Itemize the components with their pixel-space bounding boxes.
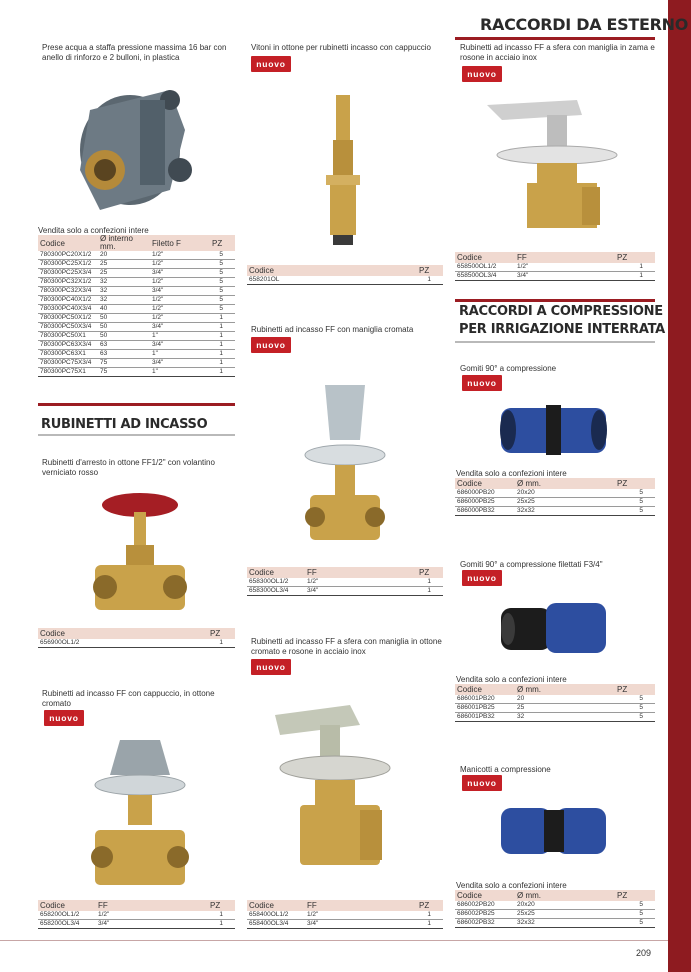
table-row: [38, 359, 235, 368]
table-cell: 5: [615, 489, 655, 498]
table-row: [38, 341, 235, 350]
table-row: [455, 272, 655, 281]
table-cell: 1: [210, 323, 235, 332]
table-cell: 780300PC75X3/4: [38, 359, 98, 368]
table-row: [38, 332, 235, 341]
table-cell: 1: [417, 587, 443, 596]
table-cell: 1/2": [150, 251, 210, 260]
table-row: [38, 920, 235, 929]
table-vitoni: Codice PZ 658201OL 1: [247, 265, 443, 285]
heading-rubinetti-incasso: RUBINETTI AD INCASSO: [41, 417, 208, 432]
table-cell: 780300PC75X1: [38, 368, 98, 377]
heading-compressione-line2: PER IRRIGAZIONE INTERRATA: [459, 322, 665, 337]
heading-rule: [455, 37, 655, 40]
table-cell: 3/4": [305, 587, 417, 596]
table-cell: 32x32: [515, 507, 615, 516]
red-handwheel-valve-image: [90, 490, 190, 620]
table-row: [38, 260, 235, 269]
table-row: [247, 911, 443, 920]
table-cell: 5: [210, 251, 235, 260]
table-row: [38, 278, 235, 287]
table-cell: 32x32: [515, 919, 615, 928]
table-cell: 3/4": [150, 287, 210, 296]
table-row: [247, 578, 443, 587]
table-cell: 5: [615, 713, 655, 722]
coupling-fitting-image: [496, 800, 611, 860]
table-row: [455, 498, 655, 507]
table-row: [38, 350, 235, 359]
table-cell: 780300PC40X3/4: [38, 305, 98, 314]
table-cell: 658200OL3/4: [38, 920, 96, 929]
caption-vitoni: Vitoni in ottone per rubinetti incasso con cappuccio: [251, 43, 431, 52]
table-row: [455, 910, 655, 919]
table-cell: 686002PB32: [455, 919, 515, 928]
nuovo-badge: nuovo: [462, 66, 502, 82]
table-cell: 1: [417, 911, 443, 920]
table-row: [455, 507, 655, 516]
table-cappuccio: Codice FF PZ 658200OL1/2 1/2" 1 658200OL3/4 3/4" 1: [38, 900, 235, 929]
ball-valve-ottone-image: [270, 700, 400, 880]
table-cell: 5: [615, 704, 655, 713]
saddle-clamp-image: [60, 70, 200, 220]
caption-gomiti-filettati: Gomiti 90° a compressione filettati F3/4": [460, 560, 603, 569]
table-cell: 5: [210, 296, 235, 305]
heading-compressione-line1: RACCORDI A COMPRESSIONE: [459, 304, 663, 319]
table-cell: 780300PC25X1/2: [38, 260, 98, 269]
table-cell: 32: [98, 278, 150, 287]
table-cell: 1/2": [305, 911, 417, 920]
table-cell: 780300PC40X1/2: [38, 296, 98, 305]
table-cell: 1: [208, 639, 235, 648]
table-cell: 686001PB20: [455, 695, 515, 704]
table-cell: 780300PC63X1: [38, 350, 98, 359]
table-cell: 1: [210, 350, 235, 359]
heading-rule: [455, 299, 655, 302]
nuovo-badge: nuovo: [251, 337, 291, 353]
table-cell: 1/2": [515, 263, 615, 272]
table-cell: 5: [210, 278, 235, 287]
table-cell: 25: [98, 260, 150, 269]
table-cell: 5: [615, 910, 655, 919]
page-edge-bar: [668, 0, 691, 972]
table-row: [38, 305, 235, 314]
footer-divider: [0, 940, 668, 941]
ball-valve-zama-image: [482, 95, 622, 245]
table-cell: 1/2": [305, 578, 417, 587]
table-cell: 686001PB25: [455, 704, 515, 713]
table-row: [455, 919, 655, 928]
nuovo-badge: nuovo: [251, 659, 291, 675]
table-cell: 75: [98, 368, 150, 377]
nuovo-badge: nuovo: [462, 570, 502, 586]
table-row: [38, 368, 235, 377]
table-cell: 658201OL: [247, 276, 417, 285]
table-cell: 50: [98, 314, 150, 323]
table-cell: 780300PC32X1/2: [38, 278, 98, 287]
heading-rule: [455, 341, 655, 343]
table-cell: 5: [615, 507, 655, 516]
heading-rule: [38, 434, 235, 436]
table-row: [38, 314, 235, 323]
nuovo-badge: nuovo: [462, 375, 502, 391]
table-row: [38, 639, 235, 648]
table-row: [455, 901, 655, 910]
table-cell: 686002PB25: [455, 910, 515, 919]
table-cell: 658300OL3/4: [247, 587, 305, 596]
table-row: [455, 263, 655, 272]
table-cell: 1/2": [150, 278, 210, 287]
table-row: [38, 323, 235, 332]
table-row: [38, 251, 235, 260]
sale-note: Vendita solo a confezioni intere: [456, 675, 567, 684]
table-cell: 780300PC20X1/2: [38, 251, 98, 260]
table-gomiti: Codice Ø mm. PZ 686000PB20 20x20 5 686000PB25 25x25 5 686000PB32 32x32 5: [455, 478, 655, 516]
table-cell: 5: [615, 498, 655, 507]
table-gomiti-filettati: Codice Ø mm. PZ 686001PB20 20 5 686001PB25 25 5 686001PB32 32 5: [455, 684, 655, 722]
table-cell: 780300PC32X3/4: [38, 287, 98, 296]
table-row: [455, 489, 655, 498]
table-cell: 658300OL1/2: [247, 578, 305, 587]
table-cell: 658400OL1/2: [247, 911, 305, 920]
caption-sfera-zama: Rubinetti ad incasso FF a sfera con maniglia in zama e rosone in acciaio inox: [460, 43, 655, 62]
nuovo-badge: nuovo: [462, 775, 502, 791]
threaded-elbow-image: [496, 598, 611, 658]
sale-note: Vendita solo a confezioni intere: [456, 881, 567, 890]
nuovo-badge: nuovo: [44, 710, 84, 726]
table-cell: 1": [150, 350, 210, 359]
table-row: [38, 287, 235, 296]
table-cell: 658400OL3/4: [247, 920, 305, 929]
table-cell: 1: [210, 359, 235, 368]
table-cell: 780300PC50X3/4: [38, 323, 98, 332]
table-manicotti: Codice Ø mm. PZ 686002PB20 20x20 5 686002PB25 25x25 5 686002PB32 32x32 5: [455, 890, 655, 928]
table-cell: 1": [150, 332, 210, 341]
table-cell: 1: [210, 341, 235, 350]
table-cell: 25x25: [515, 910, 615, 919]
table-cell: 1: [417, 578, 443, 587]
table-maniglia-cromata: Codice FF PZ 658300OL1/2 1/2" 1 658300OL3/4 3/4" 1: [247, 567, 443, 596]
table-cell: 686000PB25: [455, 498, 515, 507]
page-number: 209: [636, 948, 652, 958]
elbow-fitting-image: [496, 400, 611, 460]
caption-gomiti: Gomiti 90° a compressione: [460, 364, 557, 373]
table-cell: 25: [515, 704, 615, 713]
table-row: [38, 296, 235, 305]
table-cell: 1: [210, 332, 235, 341]
caption-sfera-ottone: Rubinetti ad incasso FF a sfera con maniglia in ottone cromato e rosone in acciaio inox: [251, 637, 442, 656]
table-sfera-zama: Codice FF PZ 658500OL1/2 1/2" 1 658500OL3/4 3/4" 1: [455, 252, 655, 281]
table-cell: 780300PC50X1/2: [38, 314, 98, 323]
table-cell: 3/4": [96, 920, 208, 929]
table-cell: 3/4": [150, 341, 210, 350]
brass-stem-image: [318, 95, 368, 245]
heading-rule: [38, 403, 235, 406]
table-cell: 3/4": [305, 920, 417, 929]
heading-raccordi-esterno: RACCORDI DA ESTERNO: [480, 15, 689, 34]
table-cell: 20x20: [515, 489, 615, 498]
table-row: [38, 269, 235, 278]
table-cell: 75: [98, 359, 150, 368]
sale-note: Vendita solo a confezioni intere: [38, 226, 149, 235]
table-cell: 32: [98, 287, 150, 296]
table-cell: 5: [615, 695, 655, 704]
table-cell: 780300PC50X1: [38, 332, 98, 341]
table-cell: 50: [98, 323, 150, 332]
table-cell: 3/4": [150, 359, 210, 368]
table-cell: 686000PB32: [455, 507, 515, 516]
table-row: [455, 704, 655, 713]
table-cell: 5: [210, 269, 235, 278]
caption-manicotti: Manicotti a compressione: [460, 765, 551, 774]
table-cell: 1: [208, 911, 235, 920]
caption-prese: Prese acqua a staffa pressione massima 16 bar con anello di rinforzo e 2 bulloni, in plastica: [42, 43, 227, 62]
table-cell: 5: [615, 901, 655, 910]
table-cell: 63: [98, 350, 150, 359]
table-row: [247, 276, 443, 285]
table-cell: 25x25: [515, 498, 615, 507]
table-row: [455, 695, 655, 704]
table-sfera-ottone: Codice FF PZ 658400OL1/2 1/2" 1 658400OL3/4 3/4" 1: [247, 900, 443, 929]
table-cell: 780300PC63X3/4: [38, 341, 98, 350]
table-cell: 3/4": [150, 269, 210, 278]
table-cell: 3/4": [150, 323, 210, 332]
table-cell: 3/4": [515, 272, 615, 281]
table-cell: 1/2": [96, 911, 208, 920]
table-cell: 780300PC25X3/4: [38, 269, 98, 278]
caption-cappuccio: Rubinetti ad incasso FF con cappuccio, in ottone cromato: [42, 689, 215, 708]
table-cell: 32: [515, 713, 615, 722]
table-cell: 686000PB20: [455, 489, 515, 498]
table-cell: 1/2": [150, 314, 210, 323]
table-cell: 1/2": [150, 296, 210, 305]
sale-note: Vendita solo a confezioni intere: [456, 469, 567, 478]
table-cell: 1: [615, 263, 655, 272]
table-row: [247, 587, 443, 596]
table-cell: 1: [417, 920, 443, 929]
table-cell: 686002PB20: [455, 901, 515, 910]
table-row: [455, 713, 655, 722]
table-cell: 686001PB32: [455, 713, 515, 722]
table-cell: 658500OL3/4: [455, 272, 515, 281]
table-cell: 20x20: [515, 901, 615, 910]
table-cell: 658500OL1/2: [455, 263, 515, 272]
caption-maniglia-cromata: Rubinetti ad incasso FF con maniglia cromata: [251, 325, 414, 334]
table-cell: 1: [208, 920, 235, 929]
table-cell: 50: [98, 332, 150, 341]
table-cell: 20: [515, 695, 615, 704]
table-cell: 1/2": [150, 260, 210, 269]
table-row: [247, 920, 443, 929]
table-cell: 1: [210, 368, 235, 377]
table-row: [38, 911, 235, 920]
table-cell: 658200OL1/2: [38, 911, 96, 920]
table-cell: 5: [210, 287, 235, 296]
table-cell: 5: [210, 260, 235, 269]
nuovo-badge: nuovo: [251, 56, 291, 72]
chrome-handle-valve-image: [300, 380, 390, 550]
table-cell: 32: [98, 296, 150, 305]
table-cell: 5: [210, 305, 235, 314]
table-cell: 1: [417, 276, 443, 285]
table-cell: 63: [98, 341, 150, 350]
table-prese: Codice Ø interno mm. Filetto F PZ 780300PC20X1/2 20 1/2" 5 780300PC25X1/2 25 1/2" 5 780300PC25X3/4 25 3/4" 5 780300PC32X1/2 32 1/2" 5 780300PC32X3/4 32 3/4" 5 780300PC40X1/2 32 1/2" 5 780300PC40X3/4 40 1/2" 5 780300PC50X1/2 50 1/2" 1 780300PC50X3/4 50 3/4" 1 780300PC50X1 50 1" 1 780300PC63X3/4 63 3/4" 1 780300PC63X1 63 1" 1 780300PC75X3/4 75 3/4" 1 780300PC75X1 75 1" 1: [38, 235, 235, 377]
table-cell: 1: [210, 314, 235, 323]
table-cell: 5: [615, 919, 655, 928]
table-cell: 656900OL1/2: [38, 639, 208, 648]
table-arresto: Codice PZ 656900OL1/2 1: [38, 628, 235, 648]
cap-valve-image: [90, 735, 190, 895]
table-cell: 40: [98, 305, 150, 314]
table-cell: 1/2": [150, 305, 210, 314]
table-cell: 1": [150, 368, 210, 377]
table-cell: 1: [615, 272, 655, 281]
table-cell: 20: [98, 251, 150, 260]
table-cell: 25: [98, 269, 150, 278]
caption-arresto: Rubinetti d'arresto in ottone FF1/2" con volantino verniciato rosso: [42, 458, 215, 477]
